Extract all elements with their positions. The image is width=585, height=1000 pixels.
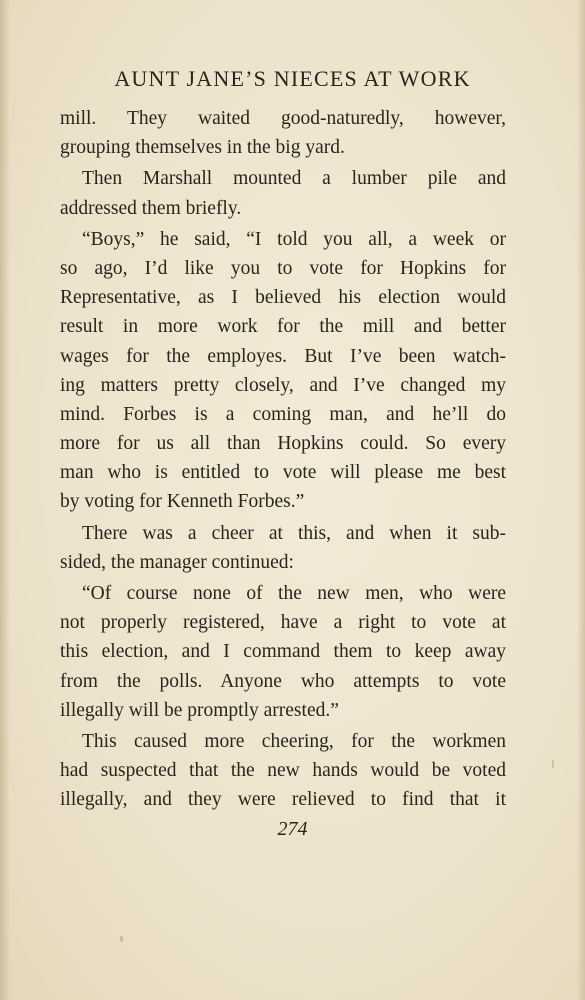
text-line: from the polls. Anyone who attempts to vote [60, 670, 506, 692]
text-line: addressed them briefly. [60, 197, 242, 219]
text-line: Then Marshall mounted a lumber pile and [82, 168, 506, 190]
text-line: “Boys,” he said, “I told you all, a week or [82, 228, 506, 250]
paragraph [60, 104, 506, 162]
text-line: by voting for Kenneth Forbes.” [60, 491, 305, 513]
page-number: 274 [277, 818, 308, 840]
text-line: had suspected that the new hands would be voted [60, 760, 506, 782]
text-line: mill. They waited good-naturedly, however, [60, 108, 506, 129]
text-line: result in more work for the mill and better [60, 316, 506, 338]
text-line: ing matters pretty closely, and I’ve changed my [60, 374, 506, 396]
text-line: grouping themselves in the big yard. [60, 137, 345, 159]
text-line: This caused more cheering, for the workmen [82, 730, 506, 752]
text-line: illegally, and they were relieved to find that it [60, 789, 506, 811]
page-edge-left [0, 0, 10, 1000]
text-line: this election, and I command them to keep away [60, 641, 506, 663]
text-line: There was a cheer at this, and when it sub- [82, 522, 506, 544]
paper-mark [120, 936, 123, 942]
paragraph [60, 225, 506, 517]
text-line: so ago, I’d like you to vote for Hopkins for [60, 257, 506, 279]
page-edge-right [577, 0, 585, 1000]
text-line: Representative, as I believed his election would [60, 287, 506, 309]
text-line: sided, the manager continued: [60, 551, 294, 573]
text-line: illegally will be promptly arrested.” [60, 699, 339, 721]
text-line: more for us all than Hopkins could. So every [60, 433, 506, 455]
paragraph [60, 579, 506, 725]
text-line: mind. Forbes is a coming man, and he’ll do [60, 403, 506, 425]
paragraph [60, 519, 506, 577]
paragraph [60, 727, 506, 815]
running-head: AUNT JANE’S NIECES AT WORK [114, 66, 471, 91]
paragraph [60, 164, 506, 222]
text-line: man who is entitled to vote will please me best [60, 462, 506, 484]
text-line: not properly registered, have a right to vote at [60, 612, 506, 634]
body-text [60, 104, 506, 815]
paper-mark [552, 760, 554, 768]
text-line: “Of course none of the new men, who were [82, 583, 506, 604]
text-line: wages for the employes. But I’ve been watch- [60, 345, 506, 367]
